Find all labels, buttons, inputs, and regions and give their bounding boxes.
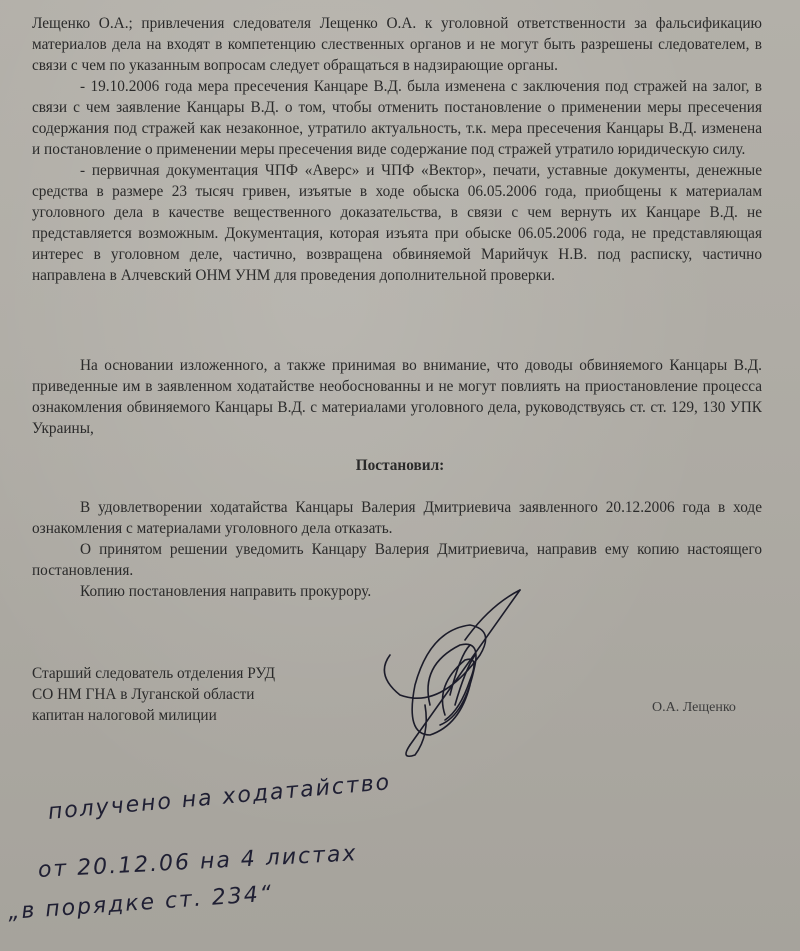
handwritten-note-line: от 20.12.06 на 4 листах bbox=[37, 841, 359, 883]
handwritten-note-line: получено на ходатайство bbox=[46, 770, 393, 825]
signatory-title bbox=[32, 663, 275, 726]
paragraph-documentation: - первичная документация ЧПФ «Аверс» и ЧПФ «Вектор», печати, уставные документы, денежные средства в размере 23 тысяч гривен, изъятые в ходе обыска 06.05.2006 года, приобщены к материалам уголовного дела в качестве вещественного доказательства, в связи с чем вернуть их Канцаре В.Д. не представляется возможным. Документация, которая изъята при обыске 06.05.2006 года, не представляющая интерес в уголовном деле, частично, возвращена обвиняемой Марийчук Н.В. под расписку, частично направлена в Алчевский ОНМ УНМ для проведения дополнительной проверки. bbox=[32, 162, 762, 284]
handwritten-signature bbox=[370, 585, 540, 780]
signatory-title-line: Старший следователь отделения РУД bbox=[32, 665, 276, 682]
handwritten-note-line: „в порядке ст. 234“ bbox=[7, 881, 274, 925]
signatory-name: О.А. Лещенко bbox=[652, 700, 736, 715]
paragraph-preventive-measure: - 19.10.2006 года мера пресечения Канцаре В.Д. была изменена с заключения под стражей на залог, в связи с чем заявление Канцары В.Д. о том, чтобы отменить постановление о применении меры пресечения содержания под стражей как незаконное, утратило актуальность, т.к. мера пресечения Канцары В.Д. изменена и постановление о применении меры пресечения виде содержание под стражей утратило юридическую силу. bbox=[32, 78, 762, 158]
paragraph-basis: На основании изложенного, а также принимая во внимание, что доводы обвиняемого Канцары В.Д. приведенные им в заявленном ходатайстве необоснованны и не могут повлиять на приостановление процесса ознакомления обвиняемого Канцары В.Д. с материалами уголовного дела, руководствуясь ст. ст. 129, 130 УПК Украины, bbox=[32, 357, 762, 437]
decision-item: В удовлетворении ходатайства Канцары Валерия Дмитриевича заявленного 20.12.2006 года в ходе ознакомления с материалами уголовного дела отказать. bbox=[32, 499, 762, 537]
paragraph-continuation: Лещенко О.А.; привлечения следователя Лещенко О.А. к уголовной ответственности за фальсификацию материалов дела на входят в компетенцию слественных органов и не могут быть разрешены следователем, в связи с чем по указанным вопросам следует обращаться в надзирающие органы. bbox=[32, 15, 762, 74]
resolution-heading: Постановил: bbox=[355, 457, 445, 474]
decision-item: Копию постановления направить прокурору. bbox=[80, 583, 372, 600]
body-text-basis bbox=[32, 355, 762, 439]
signatory-title-line: СО НМ ГНА в Луганской области bbox=[32, 686, 255, 703]
signatory-title-line: капитан налоговой милиции bbox=[32, 707, 217, 724]
decision-item: О принятом решении уведомить Канцару Валерия Дмитриевича, направив ему копию настоящего постановления. bbox=[32, 541, 762, 579]
signature-scribble-icon bbox=[370, 585, 540, 775]
body-text-top bbox=[32, 13, 762, 286]
